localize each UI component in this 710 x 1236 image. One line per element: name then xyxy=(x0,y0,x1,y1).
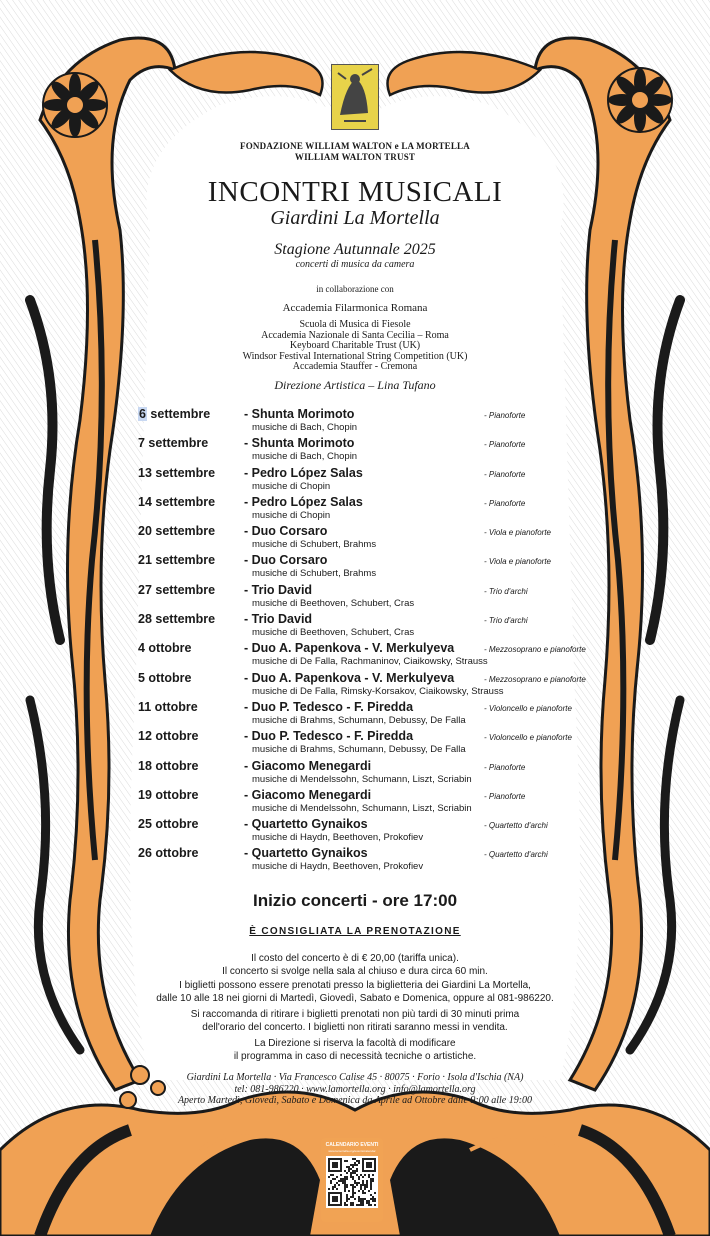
concert-instrument: - Pianoforte xyxy=(484,791,526,801)
concert-row xyxy=(138,846,598,875)
concert-program: musiche di Bach, Chopin xyxy=(252,422,358,433)
concert-row xyxy=(138,436,598,465)
concert-instrument: - Violoncello e pianoforte xyxy=(484,733,572,743)
concert-performer: - Trio David xyxy=(244,612,313,627)
concert-performer: - Shunta Morimoto xyxy=(244,436,355,451)
qr-code-icon[interactable] xyxy=(326,1156,378,1208)
concert-instrument: - Pianoforte xyxy=(484,762,526,772)
contact-line: tel: 081-986220 · www.lamortella.org · info@lamortella.org xyxy=(234,1083,476,1095)
concert-program: musiche di Brahms, Schumann, Debussy, De Falla xyxy=(252,714,466,726)
partner-item: Keyboard Charitable Trust (UK) xyxy=(289,340,421,351)
artistic-direction: Direzione Artistica – Lina Tufano xyxy=(274,378,436,392)
concert-instrument: - Pianoforte xyxy=(484,411,526,420)
concert-row xyxy=(138,788,598,817)
concert-performer: - Pedro López Salas xyxy=(244,465,363,480)
info-paragraph xyxy=(0,1038,710,1064)
concert-row xyxy=(138,495,598,524)
concert-program: musiche di Beethoven, Schubert, Cras xyxy=(252,627,415,639)
concert-date: 25 ottobre xyxy=(138,817,199,832)
info-line: dell'orario del concerto. I biglietti non ritirati saranno messi in vendita. xyxy=(202,1021,508,1033)
partner-item: Scuola di Musica di Fiesole xyxy=(299,319,411,330)
partner-item: Accademia Stauffer - Cremona xyxy=(292,361,418,372)
concert-program: musiche di De Falla, Rimsky-Korsakov, Ciaikowsky, Strauss xyxy=(252,685,504,697)
event-calendar-qr[interactable] xyxy=(321,1138,383,1222)
concert-program: musiche di Bach, Chopin xyxy=(252,451,358,463)
concert-performer: - Duo Corsaro xyxy=(244,524,328,539)
concert-instrument: - Pianoforte xyxy=(484,440,526,450)
partner-item: Accademia Nazionale di Santa Cecilia – Roma xyxy=(261,329,449,341)
concert-row xyxy=(138,524,598,553)
concert-instrument: - Trio d'archi xyxy=(484,616,528,626)
concert-date: 19 ottobre xyxy=(138,787,199,802)
concert-instrument: - Violoncello e pianoforte xyxy=(484,703,572,713)
main-partner: Accademia Filarmonica Romana xyxy=(282,302,428,314)
date-month: settembre xyxy=(146,407,211,421)
concert-performer: - Giacomo Menegardi xyxy=(244,787,372,802)
concert-instrument: - Pianoforte xyxy=(484,498,526,508)
concert-row xyxy=(138,729,598,758)
concert-program: musiche di Beethoven, Schubert, Cras xyxy=(252,597,415,609)
booking-notice-text: È CONSIGLIATA LA PRENOTAZIONE xyxy=(249,926,461,937)
concert-date: 7 settembre xyxy=(138,436,209,451)
info-paragraph xyxy=(0,953,710,979)
concert-row xyxy=(138,817,598,846)
info-line: dalle 10 alle 18 nei giorni di Martedì, Giovedì, Sabato e Domenica, oppure al 081-986220. xyxy=(156,992,554,1004)
concert-performer: - Pedro López Salas xyxy=(244,494,363,509)
info-line: Si raccomanda di ritirare i biglietti prenotati non più tardi di 30 minuti prima xyxy=(190,1009,520,1020)
concert-program: musiche di Mendelssohn, Schumann, Liszt, Scriabin xyxy=(252,802,472,814)
concert-row xyxy=(138,641,598,670)
concert-date: 20 settembre xyxy=(138,524,216,539)
concert-date: 21 settembre xyxy=(138,553,216,568)
flower-left xyxy=(43,73,107,137)
start-time: Inizio concerti - ore 17:00 xyxy=(252,891,458,910)
concert-program: musiche di De Falla, Rachmaninov, Ciaikowsky, Strauss xyxy=(252,656,488,668)
foundation-line-1: FONDAZIONE WILLIAM WALTON e LA MORTELLA xyxy=(240,141,470,151)
concert-performer: - Trio David xyxy=(244,582,313,597)
concert-row xyxy=(138,407,598,436)
concert-date: 28 settembre xyxy=(138,612,216,627)
info-line: Il concerto si svolge nella sala al chiuso e dura circa 60 min. xyxy=(222,965,488,977)
concert-instrument: - Mezzosoprano e pianoforte xyxy=(484,645,586,655)
info-line: il programma in caso di necessità tecniche o artistiche. xyxy=(233,1050,477,1062)
concert-program: musiche di Mendelssohn, Schumann, Liszt, Scriabin xyxy=(252,773,472,785)
concert-instrument: - Quartetto d'archi xyxy=(484,821,548,831)
concert-row xyxy=(138,671,598,700)
concert-performer: - Duo A. Papenkova - V. Merkulyeva xyxy=(244,670,455,685)
concert-instrument: - Viola e pianoforte xyxy=(484,557,552,567)
foundation-names xyxy=(0,141,710,163)
concert-date: 11 ottobre xyxy=(138,699,198,714)
concert-row xyxy=(138,466,598,495)
concert-date: 4 ottobre xyxy=(138,641,192,656)
concert-program: musiche di Brahms, Schumann, Debussy, De Falla xyxy=(252,744,466,756)
concert-instrument: - Trio d'archi xyxy=(484,586,528,596)
concert-date xyxy=(138,407,210,421)
opening-hours: Aperto Martedì, Giovedì, Sabato e Domenica da Aprile ad Ottobre dalle 9:00 alle 19:00 xyxy=(177,1095,533,1106)
concert-instrument: - Mezzosoprano e pianoforte xyxy=(484,674,586,684)
info-line: Il costo del concerto è di € 20,00 (tariffa unica). xyxy=(251,953,459,964)
page-title: INCONTRI MUSICALI xyxy=(207,176,503,208)
concert-row xyxy=(138,553,598,582)
concert-date: 13 settembre xyxy=(138,465,216,480)
page-subtitle: Giardini La Mortella xyxy=(270,207,440,229)
concert-schedule xyxy=(138,407,598,876)
concert-date: 14 settembre xyxy=(138,494,216,509)
concert-date: 5 ottobre xyxy=(138,670,192,685)
concert-performer: - Duo A. Papenkova - V. Merkulyeva xyxy=(244,641,455,656)
info-paragraph xyxy=(0,1009,710,1035)
concert-program: musiche di Haydn, Beethoven, Prokofiev xyxy=(252,832,424,844)
info-line: La Direzione si riserva la facoltà di modificare xyxy=(254,1038,456,1049)
booking-notice xyxy=(0,926,710,937)
season-subtitle: concerti di musica da camera xyxy=(295,259,415,270)
info-line: I biglietti possono essere prenotati presso la biglietteria dei Giardini La Mortella, xyxy=(179,980,531,991)
concert-program: musiche di Chopin xyxy=(252,480,331,492)
concert-performer: - Duo P. Tedesco - F. Piredda xyxy=(244,699,414,714)
concert-date: 27 settembre xyxy=(138,582,216,597)
concert-program: musiche di Schubert, Brahms xyxy=(252,568,377,580)
concert-performer: - Quartetto Gynaikos xyxy=(244,846,368,861)
concert-program: musiche di Haydn, Beethoven, Prokofiev xyxy=(252,861,424,873)
foundation-logo xyxy=(331,64,379,130)
concert-date: 12 ottobre xyxy=(138,729,199,744)
concert-program: musiche di Schubert, Brahms xyxy=(252,539,377,551)
season-title: Stagione Autunnale 2025 xyxy=(274,241,436,258)
concert-performer: - Duo Corsaro xyxy=(244,553,328,568)
concert-program: musiche di Chopin xyxy=(252,509,331,521)
concert-performer: - Giacomo Menegardi xyxy=(244,758,372,773)
qr-label: CALENDARIO EVENTI xyxy=(325,1142,379,1148)
concert-row xyxy=(138,612,598,641)
date-number-highlighted: 6 xyxy=(139,407,146,421)
partner-list xyxy=(0,320,710,373)
collaboration-label: in collaborazione con xyxy=(316,284,394,294)
concert-row xyxy=(138,759,598,788)
concert-row xyxy=(138,583,598,612)
concert-performer: - Shunta Morimoto xyxy=(244,407,355,421)
concert-performer: - Quartetto Gynaikos xyxy=(244,817,368,832)
qr-url: www.lamortella.org/events/calendar xyxy=(328,1149,376,1153)
concert-instrument: - Pianoforte xyxy=(484,469,526,479)
concert-instrument: - Quartetto d'archi xyxy=(484,850,548,860)
foundation-line-2: WILLIAM WALTON TRUST xyxy=(294,152,416,162)
concert-instrument: - Viola e pianoforte xyxy=(484,528,552,538)
concert-date: 18 ottobre xyxy=(138,758,199,773)
info-paragraph xyxy=(0,980,710,1006)
concert-performer: - Duo P. Tedesco - F. Piredda xyxy=(244,729,414,744)
concert-date: 26 ottobre xyxy=(138,846,199,861)
address-block xyxy=(0,1072,710,1107)
flower-right xyxy=(608,68,672,132)
address-line: Giardini La Mortella · Via Francesco Calise 45 · 80075 · Forio · Isola d'Ischia (NA) xyxy=(186,1072,524,1083)
partner-item: Windsor Festival International String Competition (UK) xyxy=(242,350,468,362)
concert-row xyxy=(138,700,598,729)
